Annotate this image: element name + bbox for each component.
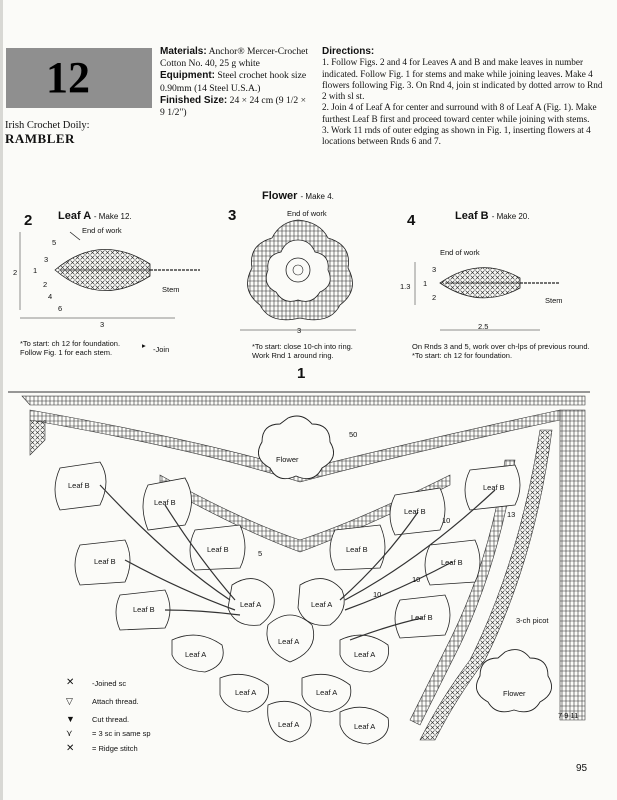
directions-label: Directions: — [322, 46, 375, 57]
pattern-title: RAMBLER — [5, 131, 75, 146]
fig1-flower-label: Flower — [503, 689, 526, 698]
leaf-b-label: Leaf B — [411, 613, 433, 622]
leaf-a-label: Leaf A — [316, 688, 338, 697]
leaf-a-label: Leaf A — [354, 650, 376, 659]
leaf-b-label: Leaf B — [483, 483, 505, 492]
leaf-b-label: Leaf B — [207, 545, 229, 554]
materials-text: Anchor® Mercer-Crochet Cotton No. 40, 25 g white — [160, 46, 309, 70]
fig2-leaf-diagram — [20, 232, 200, 350]
fig2-end-of-work: End of work — [82, 226, 122, 235]
fig4-note-line: On Rnds 3 and 5, work over ch-lps of previous round. — [412, 342, 590, 351]
leaf-b-label: Leaf B — [94, 557, 116, 566]
fig1-round-label: 13 — [507, 510, 516, 519]
fig4-number: 4 — [407, 212, 416, 229]
fig4-make: - Make 20. — [491, 212, 530, 221]
leaf-a-label: Leaf A — [240, 600, 262, 609]
fig3-number: 3 — [228, 207, 237, 224]
svg-text:✕: ✕ — [66, 743, 75, 754]
fig3-note-line: Work Rnd 1 around ring. — [252, 351, 334, 360]
fig3-flower-diagram — [240, 220, 356, 330]
fig3-make: - Make 4. — [300, 192, 334, 201]
materials-label: Materials: — [160, 46, 207, 57]
legend-joined-sc: -Joined sc — [92, 679, 127, 688]
fig2-title: Leaf A — [58, 210, 91, 222]
equipment-label: Equipment: — [160, 70, 215, 82]
fig4-row-label: 2 — [432, 293, 437, 302]
leaf-a-label: Leaf A — [354, 722, 376, 731]
fig3-end-of-work: End of work — [287, 209, 327, 218]
legend-3sc: = 3 sc in same sp — [92, 729, 151, 738]
fig2-note-line: Follow Fig. 1 for each stem. — [20, 348, 113, 357]
fig4-row-label: 1 — [423, 279, 428, 288]
direction-step: 3. Work 11 rnds of outer edging as shown in Fig. 1, inserting flowers at 4 locations between Rnds 6 and 7. — [322, 125, 591, 147]
fig2-row-label: 4 — [48, 292, 53, 301]
fig2-height: 2 — [13, 268, 18, 277]
fig4-stem: Stem — [545, 296, 563, 305]
svg-text:▽: ▽ — [66, 696, 73, 706]
fig1-round-label: 10 — [412, 575, 421, 584]
fig2-note-line: *To start: ch 12 for foundation. — [20, 339, 121, 348]
svg-text:⋎: ⋎ — [66, 728, 73, 738]
fig4-title: Leaf B — [455, 210, 489, 222]
pattern-subtitle: Irish Crochet Doily: — [5, 120, 90, 131]
pattern-number: 12 — [46, 53, 90, 102]
fig3-title: Flower — [262, 190, 298, 202]
leaf-b-label: Leaf B — [154, 498, 176, 507]
fig1-round-label: 10 — [442, 516, 451, 525]
fig1-round-label: 50 — [349, 430, 358, 439]
fig3-width: 3 — [297, 326, 302, 335]
fig2-stem: Stem — [162, 285, 180, 294]
fig4-row-label: 3 — [432, 265, 437, 274]
leaf-b-label: Leaf B — [133, 605, 155, 614]
leaf-b-label: Leaf B — [404, 507, 426, 516]
leaf-b-label: Leaf B — [68, 481, 90, 490]
fig1-round-label: 5 — [258, 549, 263, 558]
size-label: Finished Size: — [160, 94, 228, 106]
fig2-width: 3 — [100, 320, 105, 329]
fig1-flower-label: Flower — [276, 455, 299, 464]
fig2-make: - Make 12. — [93, 212, 132, 221]
fig2-row-label: 3 — [44, 255, 49, 264]
fig2-join-symbol: ▸ — [142, 341, 146, 350]
fig2-join-label: -Join — [153, 345, 170, 354]
legend-cut-thread: Cut thread. — [92, 715, 130, 724]
direction-step: 1. Follow Figs. 2 and 4 for Leaves A and B and make leaves in number indicated. Follow Fig. 1 for stems and make while joining leaves. Make 4 flowers following Fig. 3. On Rnd 4, join st indicated by dotted arrow to Rnd 2 with sl st. — [322, 57, 603, 102]
leaf-a-label: Leaf A — [278, 720, 300, 729]
equipment-text: Steel crochet hook size 0.90mm (14 Steel U.S.A.) — [160, 70, 307, 94]
fig2-number: 2 — [24, 212, 33, 229]
fig1-number: 1 — [297, 365, 306, 382]
leaf-a-label: Leaf A — [185, 650, 207, 659]
legend-ridge-stitch: = Ridge stitch — [92, 744, 138, 753]
fig1-picot-label: 3-ch picot — [516, 616, 549, 625]
size-text: 24 × 24 cm (9 1/2 × 9 1/2") — [160, 94, 307, 119]
leaf-a-label: Leaf A — [235, 688, 257, 697]
fig2-row-label: 5 — [52, 238, 57, 247]
fig4-leaf-diagram — [415, 262, 560, 330]
leaf-b-label: Leaf B — [441, 558, 463, 567]
legend-attach-thread: Attach thread. — [92, 697, 139, 706]
fig4-height: 1.3 — [400, 282, 411, 291]
fig1-round-label: 10 — [373, 590, 382, 599]
fig4-width: 2.5 — [478, 322, 489, 331]
fig1-corner-numbers: 7 9 11 — [558, 711, 579, 720]
svg-text:▼: ▼ — [66, 714, 75, 724]
fig2-row-label: 2 — [43, 280, 48, 289]
fig4-note-line: *To start: ch 12 for foundation. — [412, 351, 513, 360]
leaf-a-label: Leaf A — [311, 600, 333, 609]
leaf-b-label: Leaf B — [346, 545, 368, 554]
fig3-note-line: *To start: close 10-ch into ring. — [252, 342, 353, 351]
svg-text:✕: ✕ — [66, 677, 75, 688]
fig4-end-of-work: End of work — [440, 248, 480, 257]
fig2-row-label: 6 — [58, 304, 63, 313]
page-number: 95 — [576, 763, 588, 774]
legend-symbols — [66, 677, 75, 754]
fig2-row-label: 1 — [33, 266, 38, 275]
leaf-a-label: Leaf A — [278, 637, 300, 646]
direction-step: 2. Join 4 of Leaf A for center and surround with 8 of Leaf A (Fig. 1). Make furthest Leaf B first and proceed toward center while joining with stems. — [322, 102, 597, 124]
